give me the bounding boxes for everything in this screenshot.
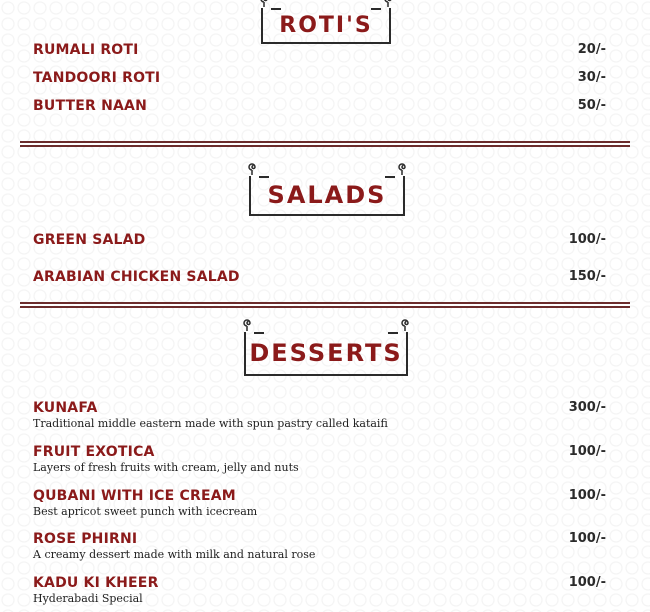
item-description: A creamy dessert made with milk and natural rose — [33, 548, 316, 561]
item-description: Hyderabadi Special — [33, 592, 143, 605]
item-price: 20/- — [577, 42, 606, 57]
item-price: 300/- — [568, 400, 606, 415]
swirl-ornament-icon — [395, 162, 409, 176]
item-name: TANDOORI ROTI — [33, 70, 161, 86]
item-name: FRUIT EXOTICA — [33, 444, 155, 460]
swirl-ornament-icon — [245, 162, 259, 176]
section-title-desserts — [244, 332, 408, 376]
section-divider — [20, 141, 630, 147]
swirl-ornament-icon — [398, 318, 412, 332]
section-title-salads — [249, 176, 405, 216]
item-name: KUNAFA — [33, 400, 98, 416]
section-title-text: SALADS — [267, 181, 387, 209]
item-name: BUTTER NAAN — [33, 98, 147, 114]
swirl-ornament-icon — [257, 0, 271, 8]
item-description: Best apricot sweet punch with icecream — [33, 505, 258, 518]
item-price: 30/- — [577, 70, 606, 85]
item-price: 100/- — [568, 575, 606, 590]
section-divider — [20, 302, 630, 308]
item-price: 50/- — [577, 98, 606, 113]
item-price: 100/- — [568, 531, 606, 546]
item-name: QUBANI WITH ICE CREAM — [33, 488, 236, 504]
section-title-text: ROTI'S — [279, 12, 373, 38]
item-name: ROSE PHIRNI — [33, 531, 138, 547]
item-price: 100/- — [568, 488, 606, 503]
item-name: RUMALI ROTI — [33, 42, 139, 58]
item-description: Layers of fresh fruits with cream, jelly and nuts — [33, 461, 299, 474]
item-name: KADU KI KHEER — [33, 575, 159, 591]
item-name: GREEN SALAD — [33, 232, 146, 248]
item-description: Traditional middle eastern made with spun pastry called kataifi — [33, 417, 388, 430]
item-price: 100/- — [568, 444, 606, 459]
item-name: ARABIAN CHICKEN SALAD — [33, 269, 240, 285]
section-title-text: DESSERTS — [249, 339, 403, 367]
item-price: 150/- — [568, 269, 606, 284]
item-price: 100/- — [568, 232, 606, 247]
swirl-ornament-icon — [240, 318, 254, 332]
section-title-rotis — [261, 8, 391, 44]
swirl-ornament-icon — [381, 0, 395, 8]
